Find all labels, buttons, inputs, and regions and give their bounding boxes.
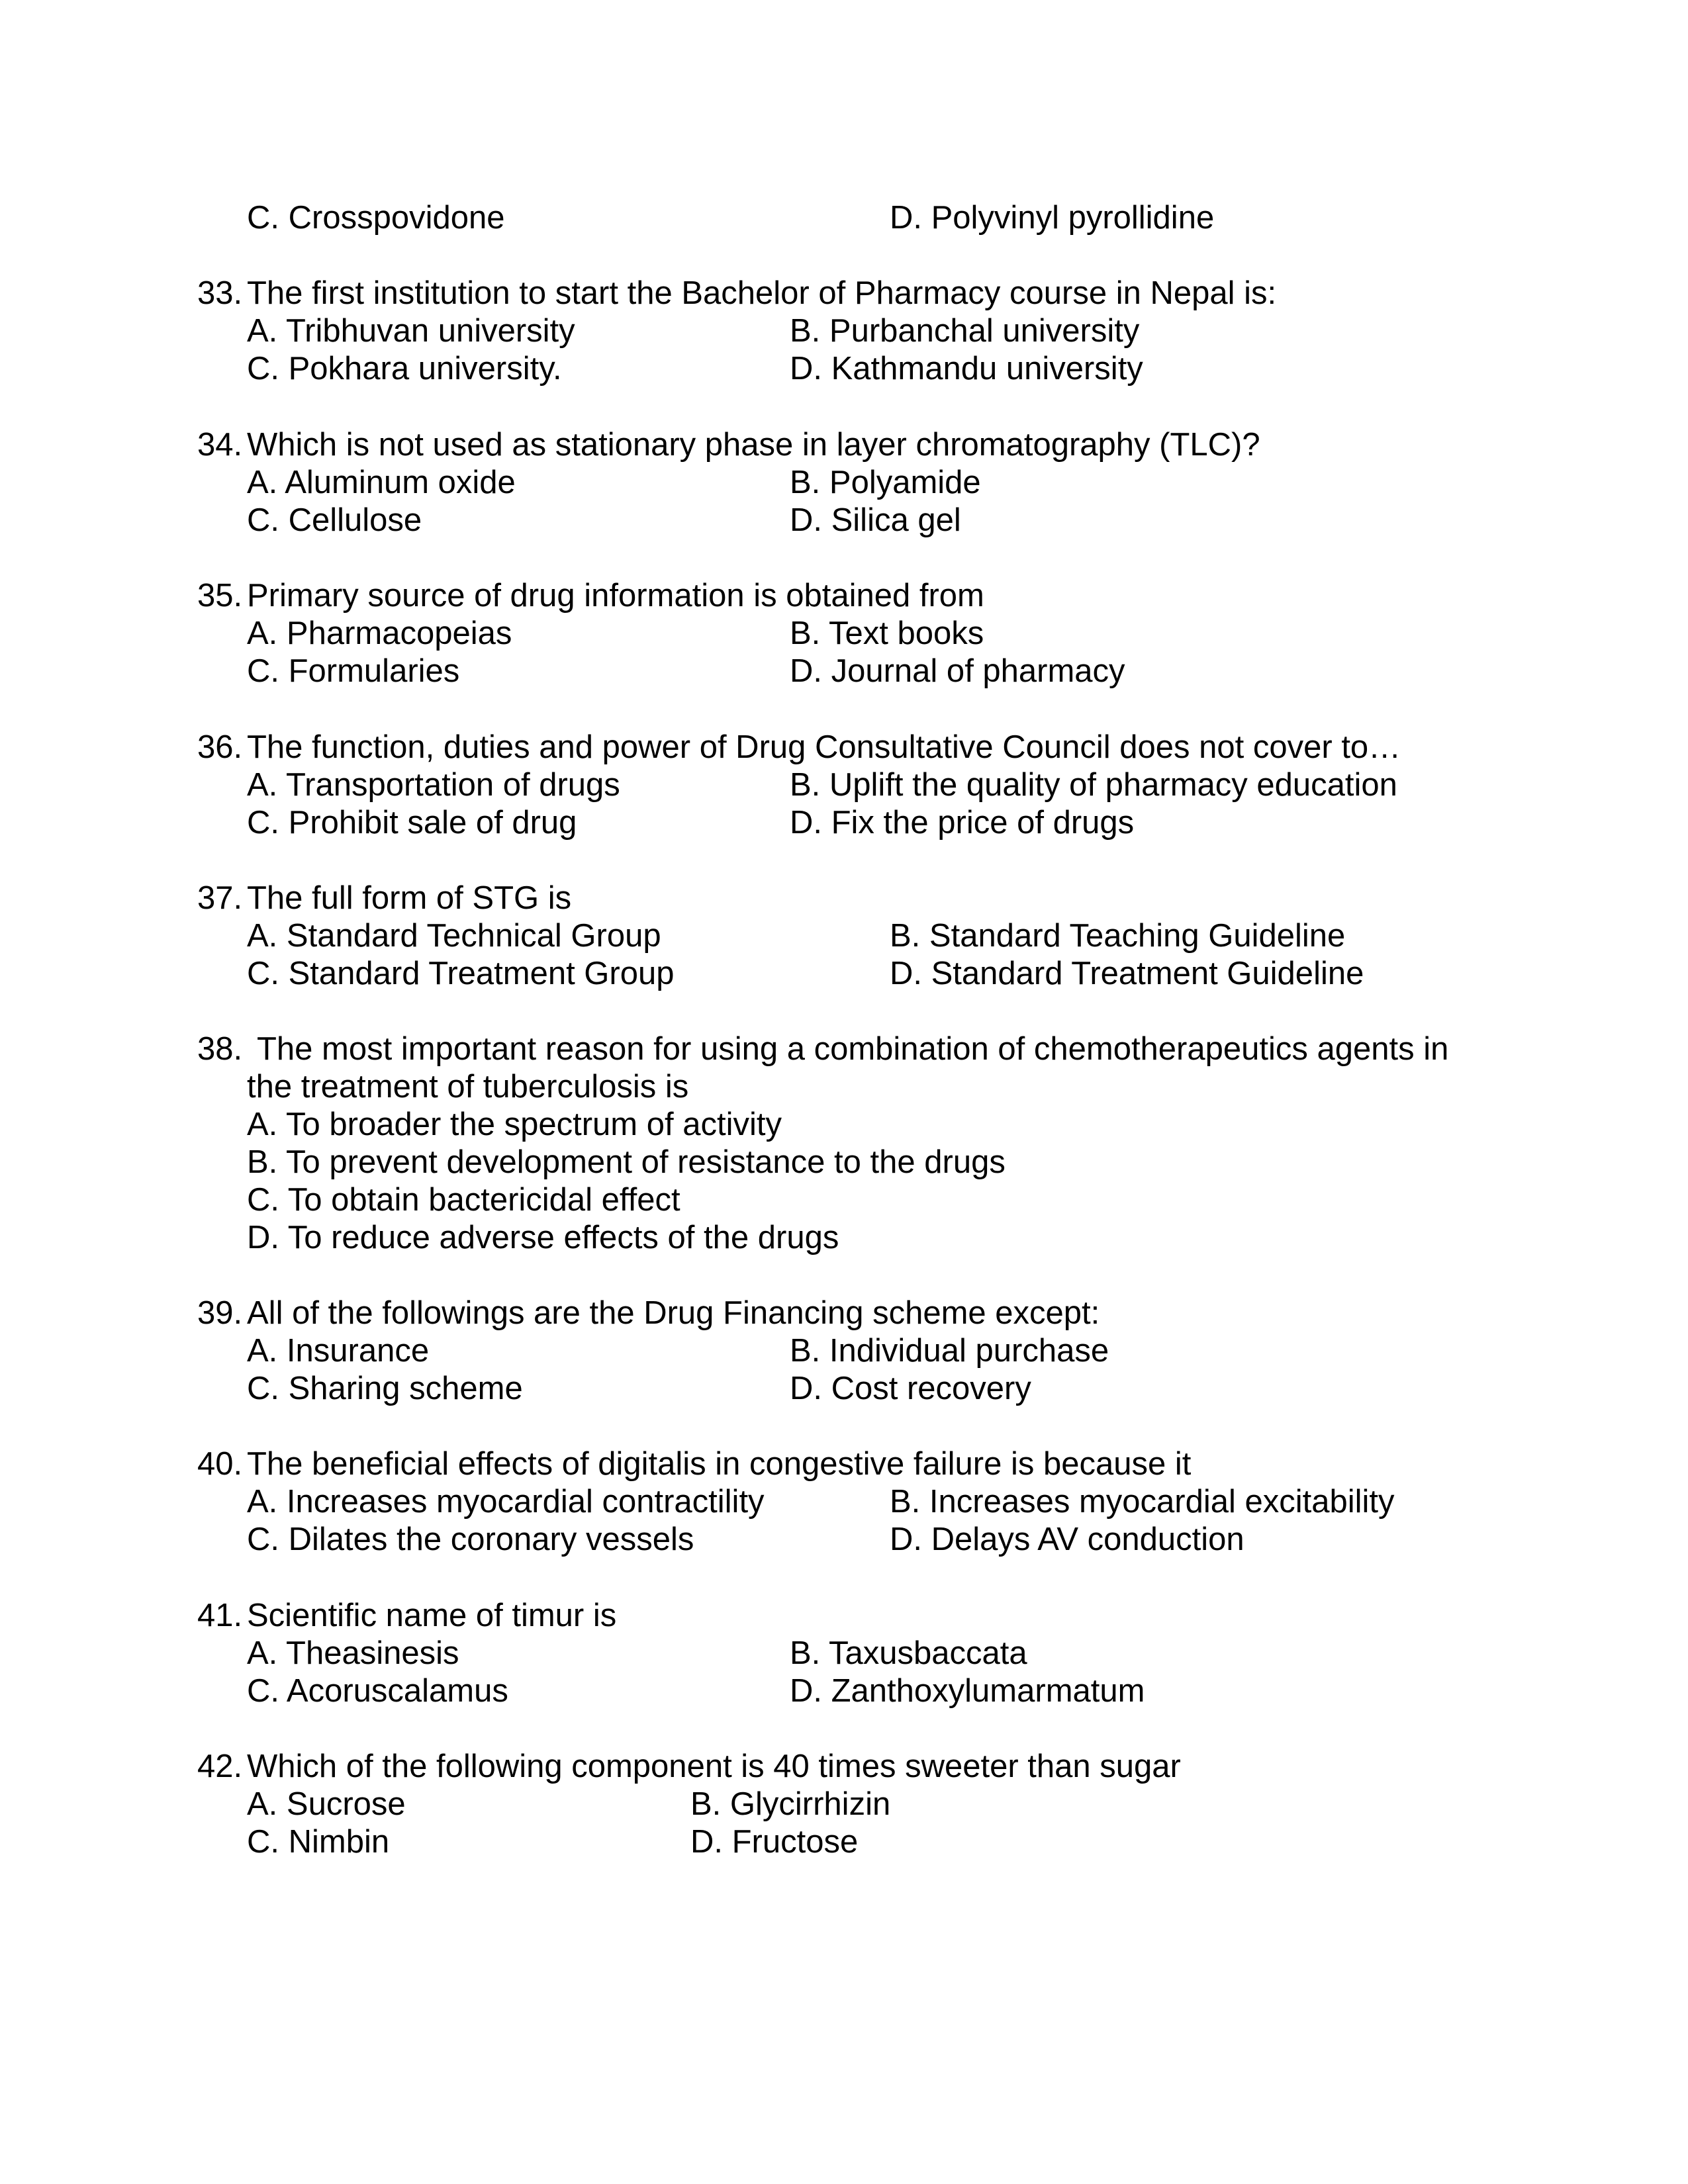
question-number: 40. — [197, 1446, 243, 1482]
option-a: A. Increases myocardial contractility — [247, 1484, 765, 1520]
option-a: A. To broader the spectrum of activity — [247, 1107, 782, 1142]
question-number: 35. — [197, 578, 243, 614]
option-b: B. Standard Teaching Guideline — [890, 918, 1346, 954]
option-a: A. Transportation of drugs — [247, 767, 620, 803]
option-c: C. Acoruscalamus — [247, 1673, 508, 1709]
option-c: C. Formularies — [247, 653, 460, 689]
question-text: The full form of STG is — [247, 880, 572, 916]
option-c: C. Sharing scheme — [247, 1371, 523, 1406]
option-b: B. Taxusbaccata — [790, 1635, 1027, 1671]
option-d: D. Standard Treatment Guideline — [890, 956, 1364, 991]
question-text: Primary source of drug information is obtained from — [247, 578, 984, 614]
option-d: D. Journal of pharmacy — [790, 653, 1125, 689]
option-b: B. Individual purchase — [790, 1333, 1109, 1369]
option-d: D. Silica gel — [790, 502, 961, 538]
option-a: A. Sucrose — [247, 1786, 406, 1822]
question-text: Which of the following component is 40 times sweeter than sugar — [247, 1749, 1181, 1784]
option-d: D. Cost recovery — [790, 1371, 1031, 1406]
option-b: B. Text books — [790, 615, 984, 651]
option-b: B. Increases myocardial excitability — [890, 1484, 1395, 1520]
question-text-line2: the treatment of tuberculosis is — [247, 1069, 689, 1105]
option-b: B. Glycirrhizin — [690, 1786, 891, 1822]
option-a: A. Aluminum oxide — [247, 465, 516, 500]
option-a: A. Theasinesis — [247, 1635, 459, 1671]
option-a: A. Insurance — [247, 1333, 430, 1369]
option-b: B. Polyamide — [790, 465, 981, 500]
option-c: C. Prohibit sale of drug — [247, 805, 577, 841]
option-c: C. Dilates the coronary vessels — [247, 1522, 694, 1557]
question-text: Scientific name of timur is — [247, 1598, 617, 1633]
question-text: The function, duties and power of Drug Consultative Council does not cover to… — [247, 729, 1401, 765]
option-c: C. Nimbin — [247, 1824, 390, 1860]
option-d: D. Zanthoxylumarmatum — [790, 1673, 1145, 1709]
option-d: D. Kathmandu university — [790, 351, 1143, 387]
option-a: A. Pharmacopeias — [247, 615, 512, 651]
option-c: C. Pokhara university. — [247, 351, 562, 387]
option-a: A. Standard Technical Group — [247, 918, 661, 954]
question-number: 38. — [197, 1031, 243, 1067]
question-text: Which is not used as stationary phase in layer chromatography (TLC)? — [247, 427, 1260, 463]
question-number: 39. — [197, 1295, 243, 1331]
question-number: 36. — [197, 729, 243, 765]
question-text: All of the followings are the Drug Financing scheme except: — [247, 1295, 1100, 1331]
option-c: C. To obtain bactericidal effect — [247, 1182, 680, 1218]
question-number: 42. — [197, 1749, 243, 1784]
question-number: 34. — [197, 427, 243, 463]
option-a: A. Tribhuvan university — [247, 313, 575, 349]
option-d: D. Delays AV conduction — [890, 1522, 1244, 1557]
question-number: 33. — [197, 275, 243, 311]
option-b: B. Uplift the quality of pharmacy education — [790, 767, 1397, 803]
option-d: D. Polyvinyl pyrollidine — [890, 200, 1215, 236]
option-c: C. Standard Treatment Group — [247, 956, 675, 991]
option-c: C. Crosspovidone — [247, 200, 505, 236]
option-d: D. Fix the price of drugs — [790, 805, 1135, 841]
question-text: The beneficial effects of digitalis in congestive failure is because it — [247, 1446, 1192, 1482]
question-text-line1: The most important reason for using a combination of chemotherapeutics agents in — [257, 1031, 1449, 1067]
option-d: D. Fructose — [690, 1824, 859, 1860]
option-d: D. To reduce adverse effects of the drugs — [247, 1220, 839, 1255]
question-number: 37. — [197, 880, 243, 916]
question-text: The first institution to start the Bachelor of Pharmacy course in Nepal is: — [247, 275, 1277, 311]
option-b: B. To prevent development of resistance to the drugs — [247, 1144, 1006, 1180]
option-c: C. Cellulose — [247, 502, 422, 538]
option-b: B. Purbanchal university — [790, 313, 1140, 349]
question-number: 41. — [197, 1598, 243, 1633]
